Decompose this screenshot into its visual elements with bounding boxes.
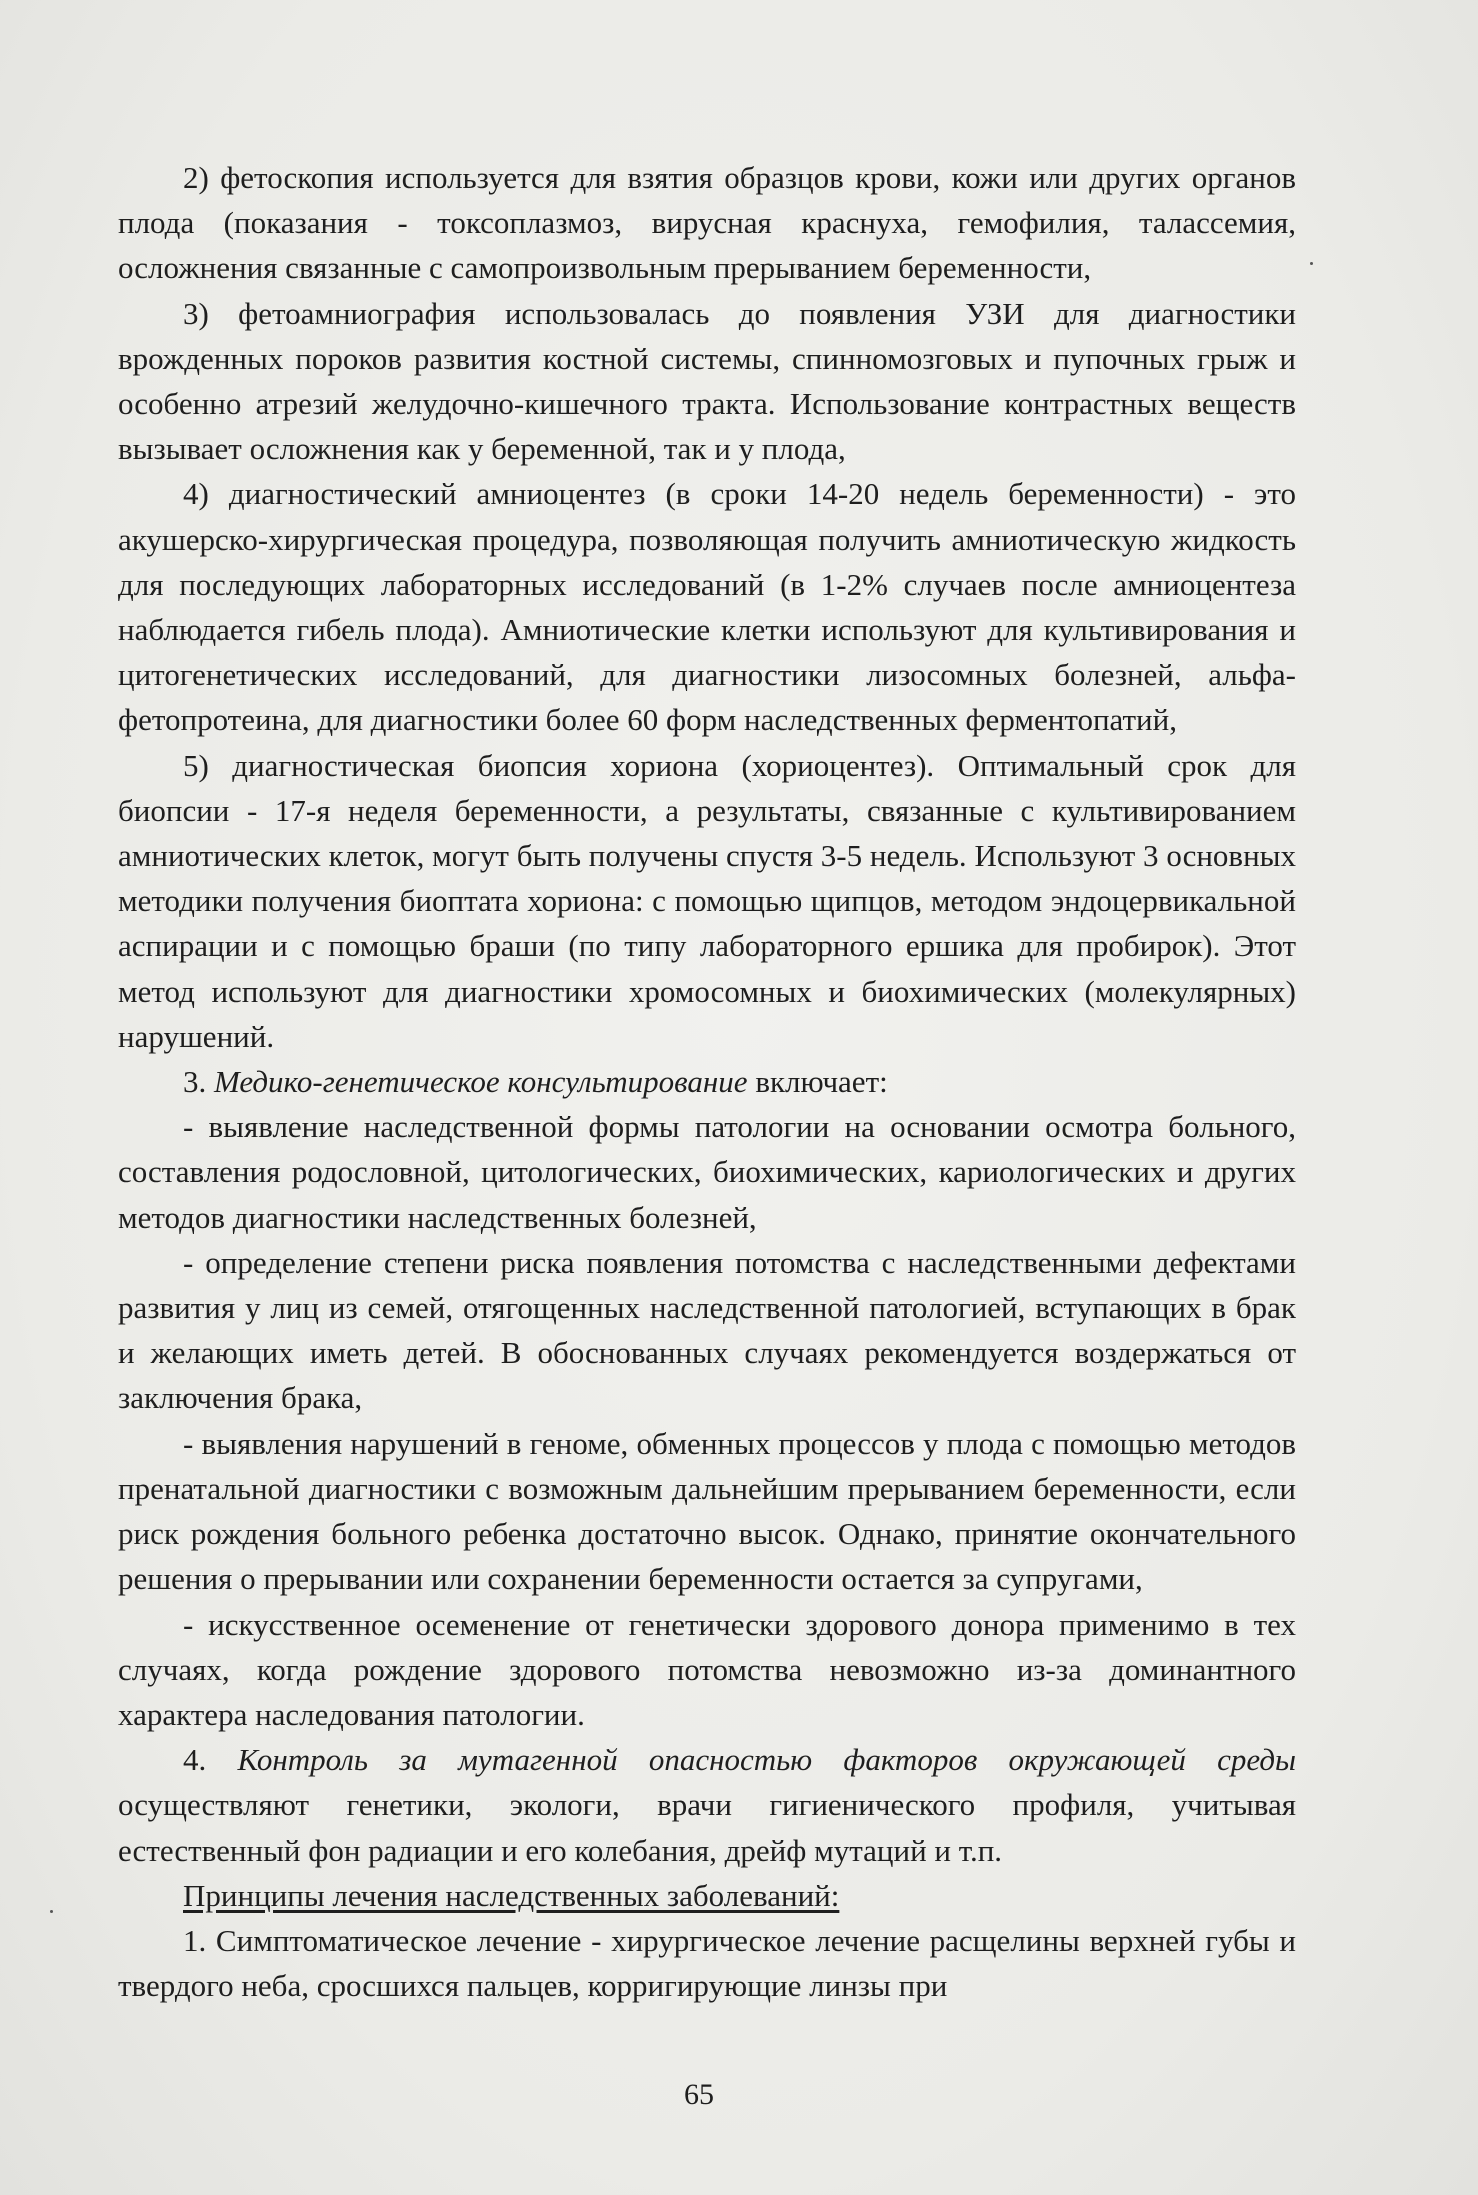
page-number: 65: [684, 2078, 714, 2111]
scan-speck: [1310, 262, 1313, 265]
list-item: - выявления нарушений в геноме, обменных процессов у плода с помощью методов пренатальной диагностики с возможным дальнейшим прерыванием беременности, если риск рождения больного ребенка достаточно высок. Однако, принятие окончательного решения о прерывании или сохранении беременности остается за супругами,: [118, 1425, 1296, 1597]
section-4-paragraph: [118, 1737, 1296, 1873]
section-4-number: 4.: [183, 1742, 207, 1778]
paragraph-fetoamniography: 3) фетоамниография использовалась до появления УЗИ для диагностики врожденных пороков развития костной системы, спинномозговых и пупочных грыж и особенно атрезий желудочно-кишечного тракта. Использование контрастных веществ вызывает осложнения как у беременной, так и у плода,: [118, 295, 1296, 467]
list-item: - искусственное осеменение от генетически здорового донора применимо в тех случаях, когда рождение здорового потомства невозможно из-за доминантного характера наследования патологии.: [118, 1606, 1296, 1732]
paragraph-chorion-biopsy: 5) диагностическая биопсия хориона (хориоцентез). Оптимальный срок для биопсии - 17-я неделя беременности, а результаты, связанные с культивированием амниотических клеток, могут быть получены спустя 3-5 недель. Используют 3 основных методики получения биоптата хориона: с помощью щипцов, методом эндоцервикальной аспирации и с помощью браши (по типу лабораторного ершика для пробирок). Этот метод используют для диагностики хромосомных и биохимических (молекулярных) нарушений.: [118, 747, 1296, 1054]
section-3-heading: [118, 1059, 1296, 1104]
treatment-heading-paragraph: [118, 1873, 1296, 1918]
body-text: [118, 155, 1296, 2008]
list-item: - определение степени риска появления потомства с наследственными дефектами развития у лиц из семей, отягощенных наследственной патологией, вступающих в брак и желающих иметь детей. В обоснованных случаях рекомендуется воздержаться от заключения брака,: [118, 1244, 1296, 1416]
section-4-title: Контроль за мутагенной опасностью факторов окружающей среды: [237, 1742, 1297, 1778]
paragraph-fetoscopy: 2) фетоскопия используется для взятия образцов крови, кожи или других органов плода (показания - токсоплазмоз, вирусная краснуха, гемофилия, талассемия, осложнения связанные с самопроизвольным прерыванием беременности,: [118, 160, 1296, 286]
treatment-heading: Принципы лечения наследственных заболеваний:: [183, 1877, 840, 1913]
list-item: - выявление наследственной формы патологии на основании осмотра больного, составления родословной, цитологических, биохимических, кариологических и других методов диагностики наследственных болезней,: [118, 1109, 1296, 1235]
section-3-title: Медико-генетическое консультирование: [214, 1064, 748, 1100]
scan-speck: [50, 1910, 53, 1913]
section-3-number: 3.: [183, 1064, 207, 1100]
section-3-tail: включает:: [755, 1064, 888, 1100]
treatment-item-1: 1. Симптоматическое лечение - хирургическое лечение расщелины верхней губы и твердого неба, сросшихся пальцев, корригирующие линзы при: [118, 1922, 1296, 2004]
paragraph-amniocentesis: 4) диагностический амниоцентез (в сроки 14-20 недель беременности) - это акушерско-хирургическая процедура, позволяющая получить амниотическую жидкость для последующих лабораторных исследований (в 1-2% случаев после амниоцентеза наблюдается гибель плода). Амниотические клетки используют для культивирования и цитогенетических исследований, для диагностики лизосомных болезней, альфа-фетопротеина, для диагностики более 60 форм наследственных ферментопатий,: [118, 476, 1296, 738]
section-4-tail: осуществляют генетики, экологи, врачи гигиенического профиля, учитывая естественный фон радиации и его колебания, дрейф мутаций и т.п.: [118, 1787, 1296, 1868]
